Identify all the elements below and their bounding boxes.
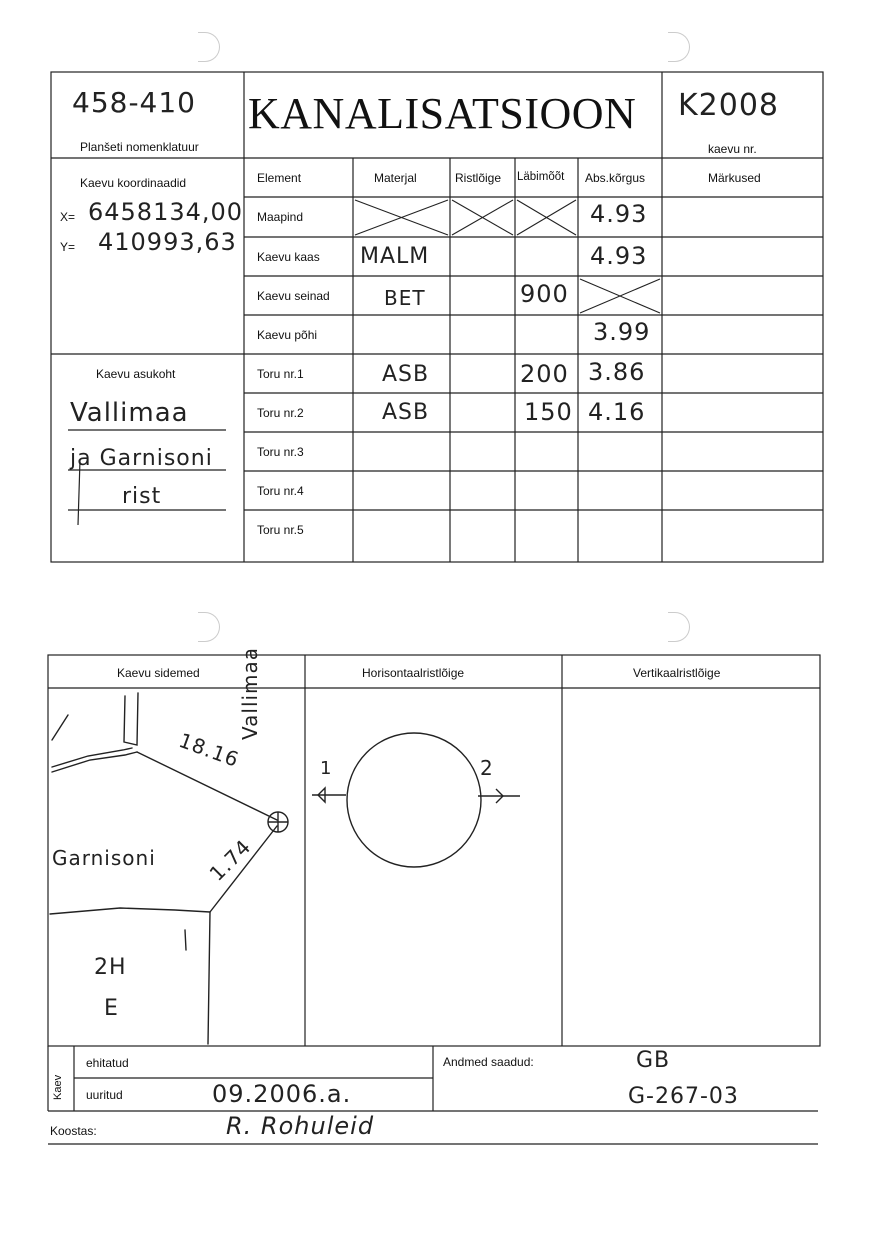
cell-korgus: 3.99	[593, 318, 651, 346]
row-label: Kaevu kaas	[257, 250, 320, 264]
y-coordinate: 410993,63	[98, 228, 237, 256]
col-header-ristloige: Ristlõige	[455, 171, 502, 185]
row-label: Toru nr.1	[257, 367, 304, 381]
col-header-sidemed: Kaevu sidemed	[117, 666, 200, 680]
pipe-2-label: 2	[480, 756, 494, 780]
uuritud-value: 09.2006.a.	[212, 1080, 352, 1108]
andmed-value-2: G-267-03	[628, 1084, 739, 1109]
page-title: KANALISATSIOON	[248, 89, 637, 138]
koostas-label: Koostas:	[50, 1124, 97, 1138]
col-header-vertikaal: Vertikaalristlõige	[633, 666, 721, 680]
location-line3: rist	[122, 484, 162, 509]
col-header-labimoot: Läbimõõt	[517, 171, 565, 183]
cell-korgus: 4.93	[590, 242, 648, 270]
building-sub-label: E	[104, 996, 119, 1021]
x-prefix: X=	[60, 210, 76, 224]
cell-materjal: MALM	[360, 244, 430, 269]
cell-korgus: 4.16	[588, 398, 646, 426]
cell-materjal: ASB	[382, 400, 430, 425]
col-header-horisontaal: Horisontaalristlõige	[362, 666, 465, 680]
location-line1: Vallimaa	[70, 398, 189, 428]
col-header-markused: Märkused	[708, 171, 761, 185]
row-label: Toru nr.2	[257, 406, 304, 420]
cell-korgus: 3.86	[588, 358, 646, 386]
row-label: Kaevu põhi	[257, 328, 318, 342]
well-label: kaevu nr.	[708, 142, 757, 156]
cell-labimoot: 150	[524, 398, 573, 426]
col-header-korgus: Abs.kõrgus	[585, 171, 646, 185]
uuritud-label: uuritud	[86, 1088, 123, 1102]
cell-labimoot: 200	[520, 360, 569, 388]
location-label: Kaevu asukoht	[96, 367, 176, 381]
plansheet-value: 458-410	[72, 86, 196, 119]
cross-section-circle	[312, 733, 520, 867]
coordinates-label: Kaevu koordinaadid	[80, 176, 187, 190]
col-header-materjal: Materjal	[374, 171, 417, 185]
andmed-label: Andmed saadud:	[443, 1055, 534, 1069]
x-coordinate: 6458134,00	[88, 198, 244, 226]
kaev-label: Kaev	[52, 1074, 64, 1100]
ehitatud-label: ehitatud	[86, 1056, 129, 1070]
andmed-value-1: GB	[636, 1048, 671, 1073]
y-prefix: Y=	[60, 240, 76, 254]
plansheet-label: Planšeti nomenklatuur	[80, 140, 199, 154]
building-label: 2H	[94, 955, 127, 980]
row-label: Toru nr.4	[257, 484, 304, 498]
location-line2: ja Garnisoni	[70, 446, 213, 471]
well-symbol	[268, 812, 288, 832]
distance-label: 1.74	[204, 834, 256, 886]
col-header-element: Element	[257, 171, 302, 185]
pipe-1-label: 1	[320, 758, 333, 779]
koostas-value: R. Rohuleid	[226, 1112, 375, 1140]
street-label-garnisoni: Garnisoni	[52, 846, 156, 870]
distance-label: 18.16	[175, 728, 243, 772]
cell-materjal: ASB	[382, 362, 430, 387]
cell-labimoot: 900	[520, 280, 569, 308]
well-number: K2008	[678, 88, 780, 123]
cell-materjal: BET	[384, 286, 426, 310]
row-label: Toru nr.5	[257, 523, 304, 537]
street-label-vallimaa: Vallimaa	[238, 646, 262, 740]
row-label: Toru nr.3	[257, 445, 304, 459]
cell-korgus: 4.93	[590, 200, 648, 228]
row-label: Maapind	[257, 210, 304, 224]
row-label: Kaevu seinad	[257, 289, 330, 303]
